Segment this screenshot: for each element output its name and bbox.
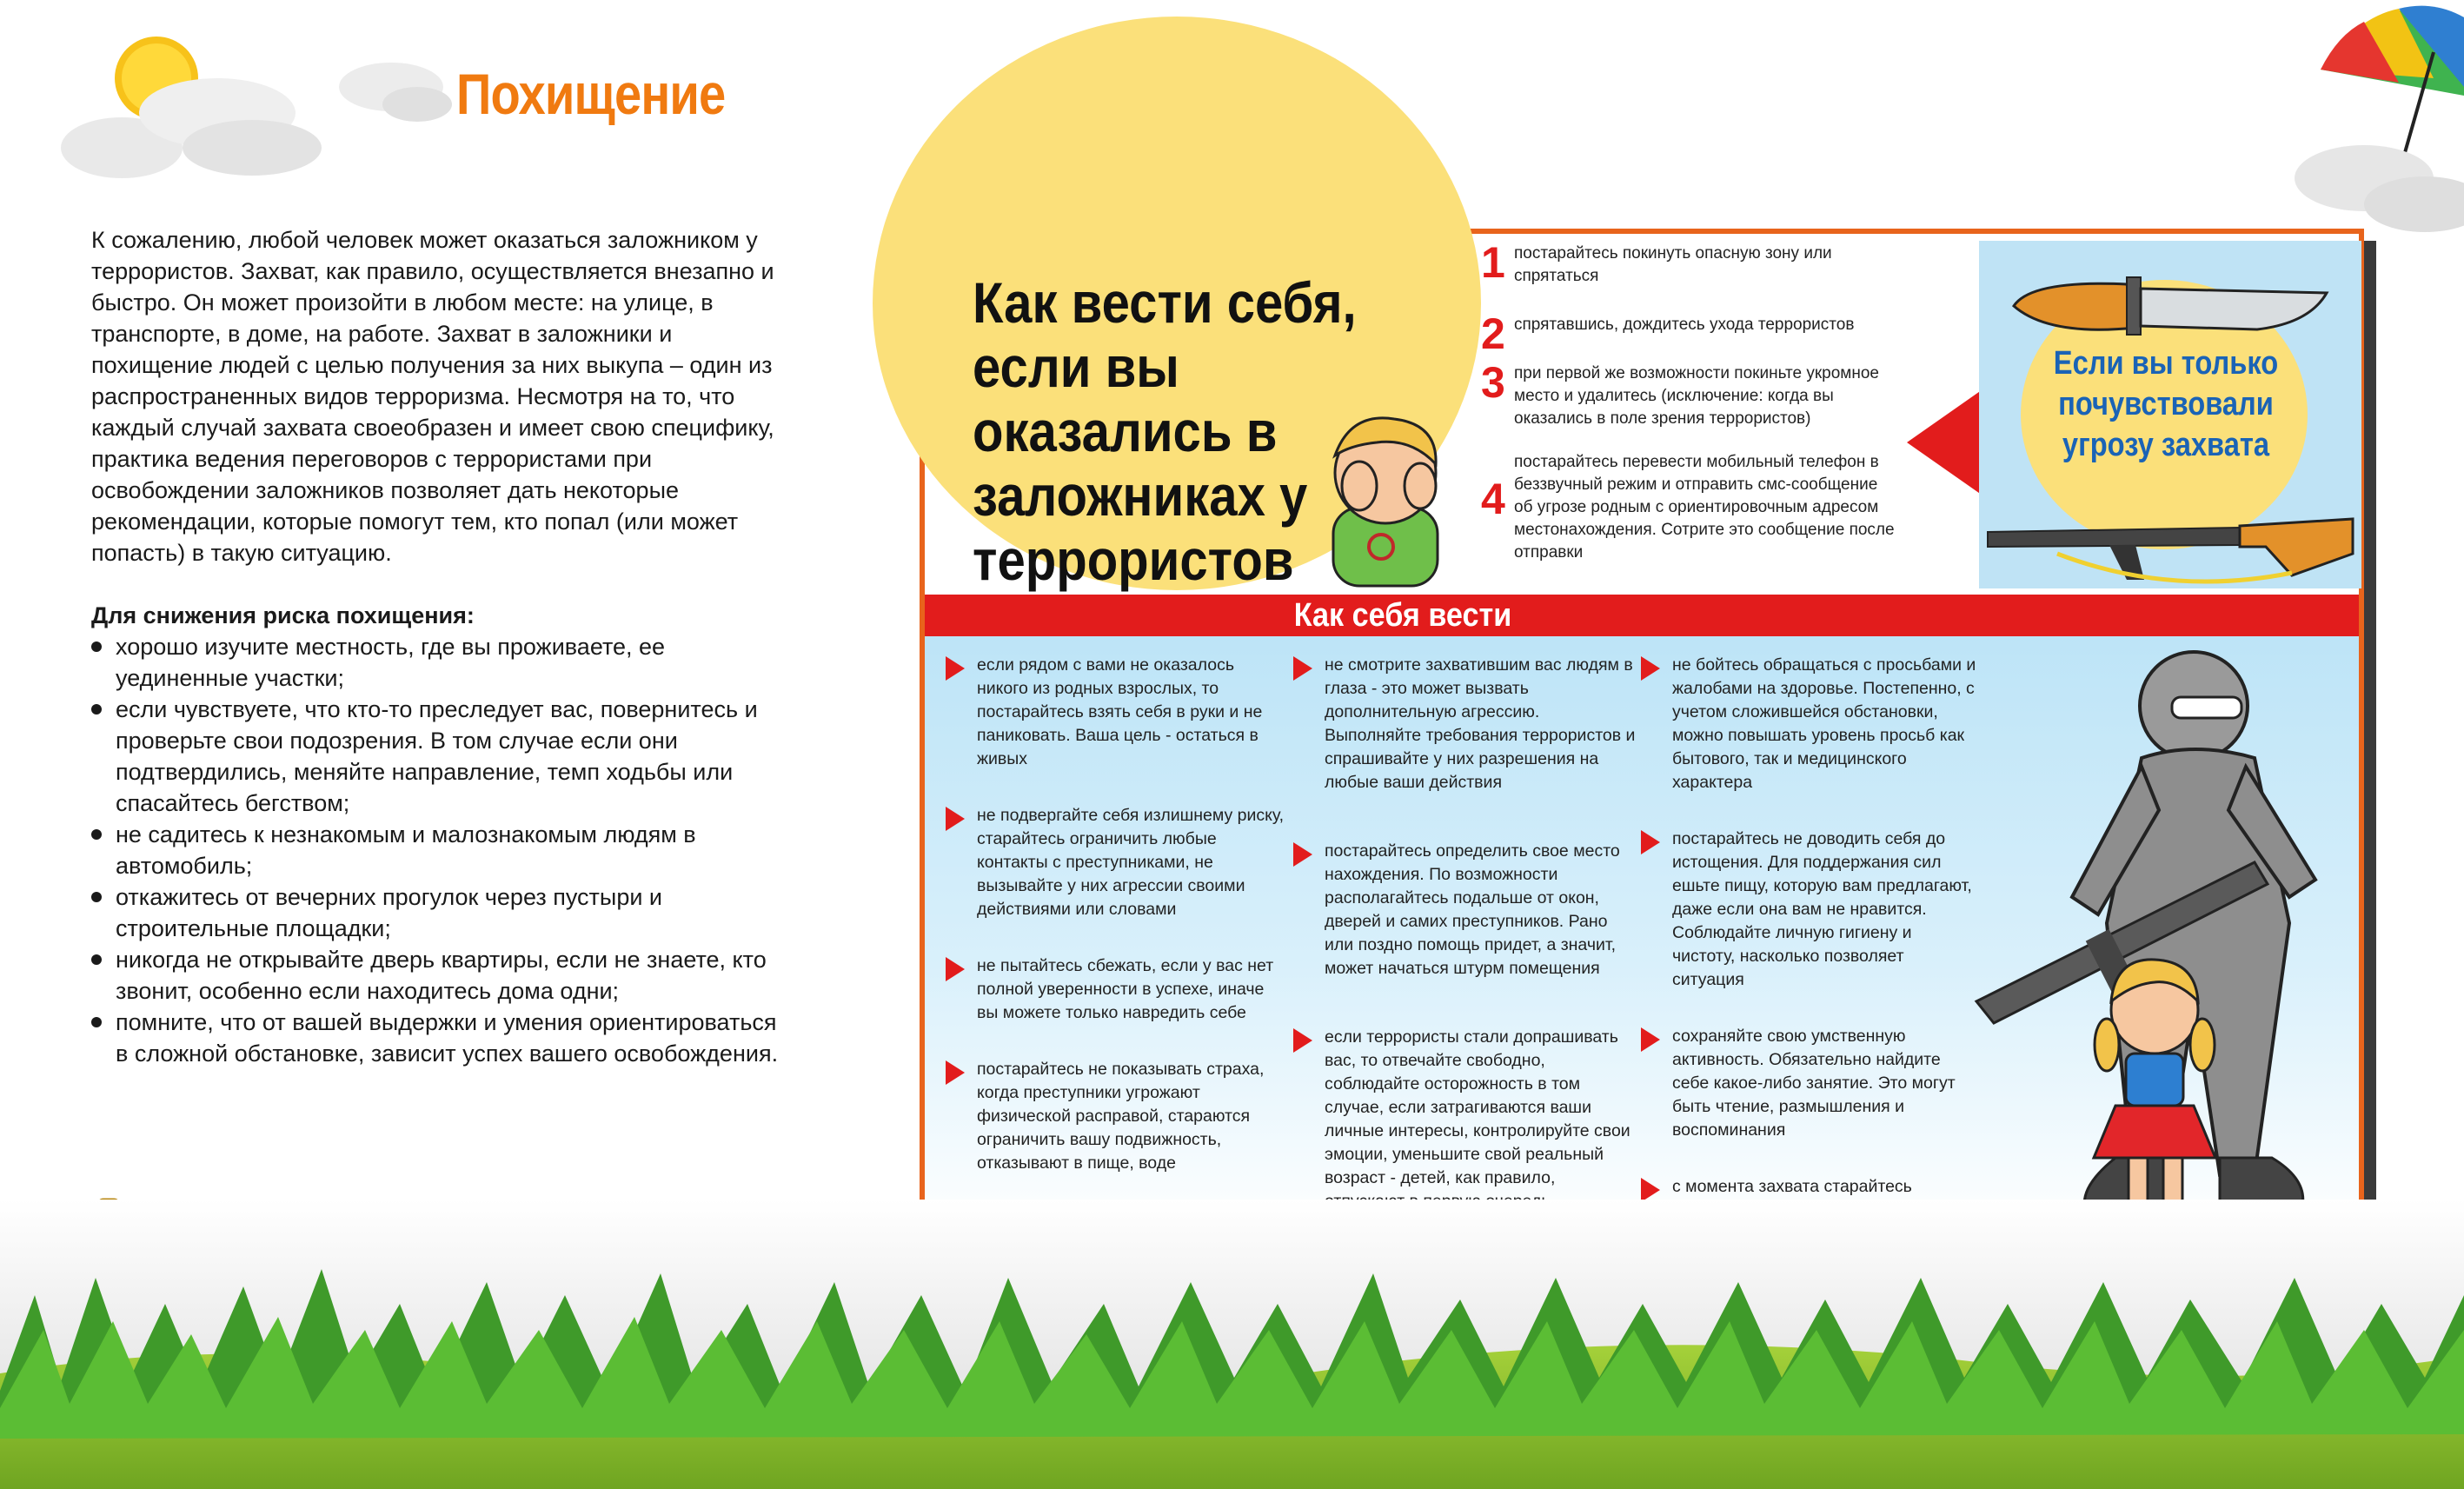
tips-column-1 <box>942 654 1290 1208</box>
step-text: постарайтесь покинуть опасную зону или спрятаться <box>1514 244 1832 285</box>
risk-item: хорошо изучите местность, где вы проживаете, ее уединенные участки; <box>91 631 787 694</box>
step-text: постарайтесь перевести мобильный телефон в беззвучный режим и отправить смс-сообщение об угрозе родным с ориентировочным адресом местонахождения. Сотрите это сообщение после отправки <box>1514 453 1895 562</box>
poster-header <box>925 234 2359 590</box>
step-number: 2 <box>1481 309 1505 358</box>
red-arrow-bullet-icon <box>1641 1027 1660 1052</box>
tip-item <box>1637 828 1976 992</box>
threat-text: Если вы только почувствовали угрозу захвата <box>2053 345 2279 463</box>
how-to-behave-ribbon <box>925 595 2359 636</box>
step-item <box>1481 358 1898 430</box>
poster-tips-area <box>925 636 2359 1236</box>
step-number: 4 <box>1481 475 1505 523</box>
red-arrow-bullet-icon <box>1293 842 1312 867</box>
red-arrow-bullet-icon <box>1641 656 1660 681</box>
tip-text: если террористы стали допрашивать вас, то отвечайте свободно, соблюдайте осторожность в том случае, если затрагиваются ваши личные интересы, контролируйте свои эмоции, уменьшите свой реальный возраст - детей, как правило, <box>1325 1027 1630 1187</box>
red-arrow-bullet-icon <box>1641 830 1660 854</box>
risk-item: никогда не открывайте дверь квартиры, если не знаете, кто звонит, особенно если находитесь дома одни; <box>91 944 787 1007</box>
tip-item <box>1290 840 1637 980</box>
page-title: Похищение <box>456 62 726 126</box>
risk-list <box>91 631 787 1069</box>
tip-item <box>942 1058 1290 1175</box>
tip-item <box>942 654 1290 771</box>
red-arrow-bullet-icon <box>946 957 965 981</box>
tip-text: не смотрите захватившим вас людям в глаза - это может вызвать дополнительную агрессию. Выполняйте требования террористов и спрашивайте у них разрешения на любые ваши действия <box>1325 655 1636 792</box>
tip-item <box>942 954 1290 1025</box>
risk-item: не садитесь к незнакомым и малознакомым людям в автомобиль; <box>91 819 787 881</box>
tip-text: сохраняйте свою умственную активность. Обязательно найдите себе какое-либо занятие. Это могут быть чтение, размышления и воспоминания <box>1672 1027 1956 1140</box>
left-text-column <box>91 224 787 1069</box>
red-arrow-bullet-icon <box>1641 1178 1660 1202</box>
intro-paragraph: К сожалению, любой человек может оказаться заложником у террористов. Захват, как правило, осуществляется внезапно и быстро. Он может произойти в любом месте: на улице, в транспорте, в доме, на работе. Захват в заложники и похищение людей с целью получения за них выкупа – один из распространенных видов терроризма. Несмотря на то, что каждый случай захвата своеобразен и имеет свою специфику, практика ведения переговоров с террористами при освобождении заложников позволяет дать некоторые рекомендации, которые помогут тем, кто попал (или может попасть) в такую ситуацию. <box>91 227 774 566</box>
step-item <box>1481 238 1898 288</box>
step-item <box>1481 451 1898 564</box>
red-arrow-bullet-icon <box>946 656 965 681</box>
tip-text: не пытайтесь сбежать, если у вас нет полной уверенности в успехе, иначе вы можете только навредить себе <box>977 956 1274 1022</box>
red-arrow-bullet-icon <box>1293 1028 1312 1053</box>
risk-heading: Для снижения риска похищения: <box>91 602 475 628</box>
tip-item <box>1290 654 1637 794</box>
tip-text: постарайтесь определить свое место нахождения. По возможности располагайтесь подальше от окон, дверей и самих преступников. Рано или поздно помощь придет, а значит, может начаться штурм помещения <box>1325 841 1620 978</box>
tip-text: с момента захвата старайтесь <box>1672 1177 1912 1196</box>
grass-ground-decoration <box>0 1200 2464 1489</box>
tip-item <box>1290 1026 1637 1213</box>
tips-column-2 <box>1290 654 1637 1246</box>
step-number: 3 <box>1481 358 1505 407</box>
step-item <box>1481 309 1898 358</box>
poster-title: Как вести себя, если вы оказались в заложниках у террористов <box>973 270 1357 592</box>
ribbon-title: Как себя вести <box>1293 597 1512 634</box>
knife-icon <box>1996 258 2344 354</box>
step-text: спрятавшись, дождитесь ухода террористов <box>1514 316 1855 334</box>
tip-text: постарайтесь не доводить себя до истощения. Для поддержания сил ешьте пищу, которую вам предлагают, даже если она вам не нравится. Соблюдайте личную гигиену и чистоту, насколько позволяет ситуация <box>1672 829 1972 989</box>
risk-item: откажитесь от вечерних прогулок через пустыри и строительные площадки; <box>91 881 787 944</box>
red-arrow-bullet-icon <box>1293 656 1312 681</box>
risk-item: помните, что от вашей выдержки и умения ориентироваться в сложной обстановке, зависит успех вашего освобождения. <box>91 1007 787 1069</box>
step-number: 1 <box>1481 238 1505 287</box>
tip-text: если рядом с вами не оказалось никого из родных взрослых, то постарайтесь взять себя в руки и не паниковать. Ваша цель - остаться в живых <box>977 655 1263 768</box>
tip-text: не бойтесь обращаться с просьбами и жалобами на здоровье. Постепенно, с учетом сложившейся обстановки, можно повышать уровень просьб как бытового, так и медицинского характера <box>1672 655 1976 792</box>
rifle-icon <box>1979 493 2361 588</box>
terrorist-with-hostage-illustration <box>1968 636 2368 1236</box>
risk-item: если чувствуете, что кто-то преследует вас, повернитесь и проверьте свои подозрения. В том случае если они подтвердились, меняйте направление, темп ходьбы или спасайтесь бегством; <box>91 694 787 819</box>
red-arrow-bullet-icon <box>946 1060 965 1085</box>
step-text: при первой же возможности покиньте укромное место и удалитесь (исключение: когда вы оказались в поле зрения террористов) <box>1514 364 1879 428</box>
umbrella-decoration <box>2268 0 2464 261</box>
threat-panel <box>1979 241 2361 588</box>
hostage-poster <box>920 229 2364 1231</box>
sun-clouds-decoration <box>52 17 452 191</box>
scared-boy-illustration <box>1298 403 1464 586</box>
tip-item <box>942 804 1290 921</box>
tip-item <box>1637 654 1976 794</box>
tip-text: постарайтесь не показывать страха, когда преступники угрожают физической расправой, стараются ограничить вашу подвижность, отказывают в пище, воде <box>977 1060 1265 1173</box>
tip-item <box>1637 1025 1976 1142</box>
tip-text: не подвергайте себя излишнему риску, старайтесь ограничить любые контакты с преступниками, не вызывайте у них агрессии своими действиями или словами <box>977 806 1285 919</box>
red-arrow-bullet-icon <box>946 807 965 831</box>
initial-steps-list <box>1481 238 1898 576</box>
